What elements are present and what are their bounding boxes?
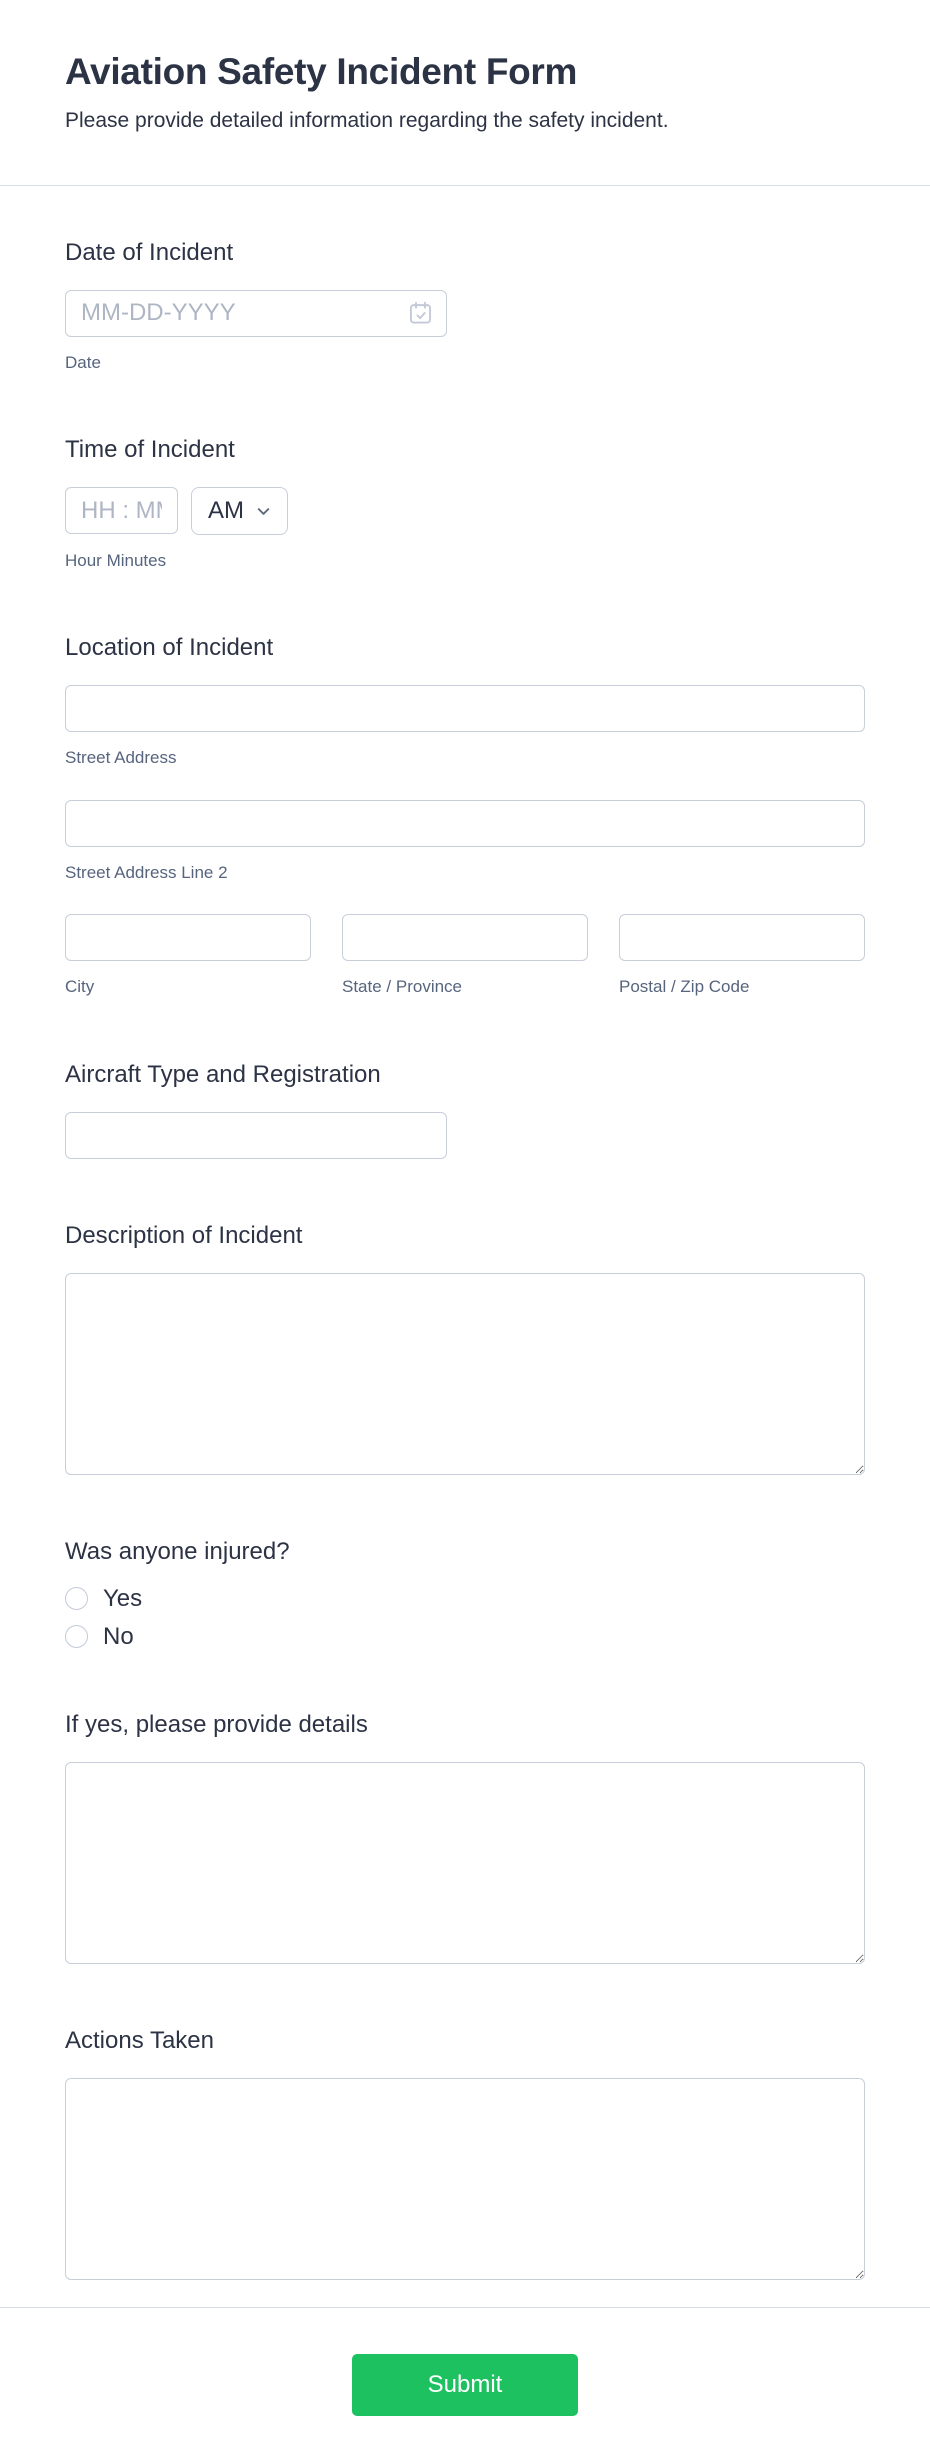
injured-label: Was anyone injured? (65, 1537, 290, 1565)
actions-taken-textarea[interactable] (65, 2078, 865, 2280)
street-address-field (65, 685, 865, 768)
calendar-check-icon[interactable] (407, 300, 434, 327)
radio-no-label: No (103, 1622, 134, 1650)
date-input[interactable] (65, 290, 447, 337)
state-sublabel: State / Province (342, 977, 463, 997)
aircraft-label: Aircraft Type and Registration (65, 1060, 381, 1088)
chevron-down-icon (254, 502, 273, 521)
radio-option-no[interactable] (65, 1622, 865, 1650)
question-actions-taken (65, 2026, 865, 2280)
aircraft-input[interactable] (65, 1112, 447, 1159)
injury-details-textarea[interactable] (65, 1762, 865, 1964)
time-field-wrapper (65, 487, 865, 535)
date-field-wrapper (65, 290, 447, 337)
question-location-of-incident (65, 633, 865, 997)
actions-taken-label: Actions Taken (65, 2026, 214, 2054)
submit-section (0, 2308, 930, 2464)
radio-button-icon[interactable] (65, 1587, 88, 1610)
date-sublabel: Date (65, 352, 101, 372)
description-label: Description of Incident (65, 1221, 303, 1249)
city-state-zip-row (65, 914, 865, 997)
injury-details-label: If yes, please provide details (65, 1710, 368, 1738)
radio-button-icon[interactable] (65, 1625, 88, 1648)
radio-yes-label: Yes (103, 1584, 143, 1612)
ampm-select[interactable] (191, 487, 288, 535)
city-field (65, 914, 311, 997)
radio-option-yes[interactable] (65, 1584, 865, 1612)
question-time-of-incident (65, 435, 865, 571)
question-date-of-incident (65, 238, 865, 373)
zip-sublabel: Postal / Zip Code (619, 977, 750, 997)
form-body (0, 186, 930, 2280)
state-input[interactable] (342, 914, 588, 961)
description-textarea[interactable] (65, 1273, 865, 1475)
question-description (65, 1221, 865, 1475)
zip-input[interactable] (619, 914, 865, 961)
street-address2-sublabel: Street Address Line 2 (65, 862, 228, 882)
time-input[interactable] (65, 487, 178, 534)
ampm-selected-value: AM (208, 497, 244, 525)
state-field (342, 914, 588, 997)
street-address2-input[interactable] (65, 800, 865, 847)
question-injury-details (65, 1710, 865, 1964)
submit-button[interactable]: Submit (352, 2354, 578, 2416)
city-sublabel: City (65, 977, 95, 997)
date-label: Date of Incident (65, 238, 234, 266)
question-aircraft-type (65, 1060, 865, 1159)
form-title: Aviation Safety Incident Form (65, 51, 578, 92)
form-subtitle: Please provide detailed information regarding the safety incident. (65, 109, 669, 133)
time-label: Time of Incident (65, 436, 235, 464)
form-header (0, 0, 930, 185)
time-sublabel: Hour Minutes (65, 551, 167, 571)
zip-field (619, 914, 865, 997)
street-address2-field (65, 800, 865, 883)
injured-radio-group (65, 1584, 865, 1650)
city-input[interactable] (65, 914, 311, 961)
location-label: Location of Incident (65, 634, 274, 662)
street-address-sublabel: Street Address (65, 748, 177, 768)
question-injured (65, 1537, 865, 1648)
street-address-input[interactable] (65, 685, 865, 732)
